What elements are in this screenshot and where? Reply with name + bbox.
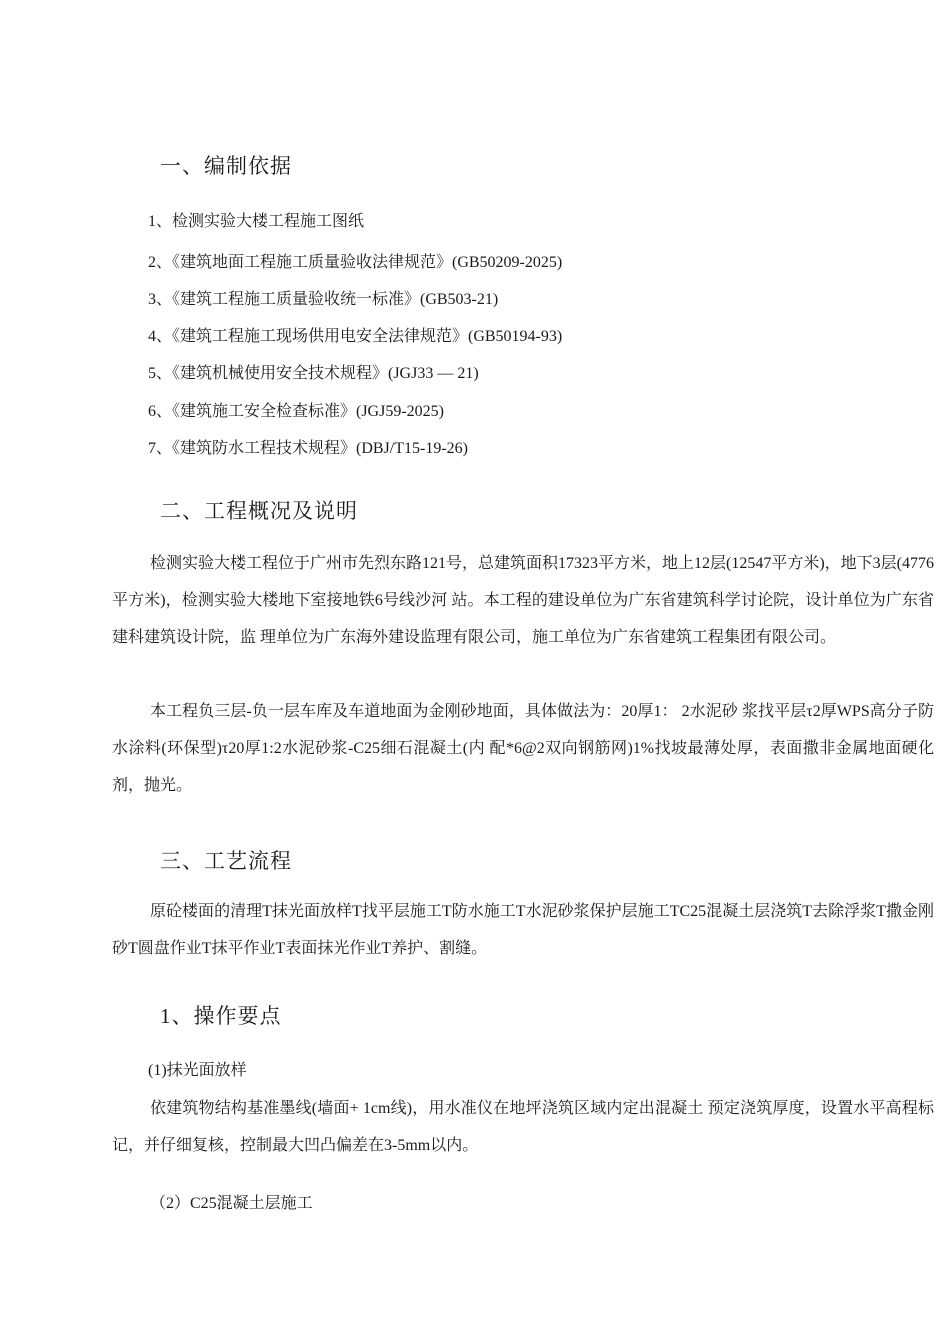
process-paragraph: 原砼楼面的清理T抹光面放样T找平层施工T防水施工T水泥砂浆保护层施工TC25混凝土层浇筑T去除浮浆T撒金刚砂T圆盘作业T抹平作业T表面抹光作业T养护、割缝。 — [112, 903, 934, 957]
section-title-basis: 一、编制依据 — [160, 154, 292, 178]
section-title-process: 三、工艺流程 — [160, 849, 292, 873]
reference-item-5: 5、《建筑机械使用安全技术规程》(JGJ33 — 21) — [148, 365, 479, 382]
section-title-key-points: 1、操作要点 — [160, 1004, 282, 1028]
reference-item-6: 6、《建筑施工安全检查标准》(JGJ59-2025) — [148, 403, 444, 420]
key-point-1-paragraph: 依建筑物结构基准墨线(墙面+ 1cm线)，用水准仪在地坪浇筑区域内定出混凝土 预定浇筑厚度，设置水平高程标记，并仔细复核，控制最大凹凸偏差在3-5mm以内。 — [112, 1100, 934, 1154]
reference-item-7: 7、《建筑防水工程技术规程》(DBJ/T15-19-26) — [148, 440, 468, 457]
overview-paragraph-1: 检测实验大楼工程位于广州市先烈东路121号，总建筑面积17323平方米，地上12层(12547平方米)，地下3层(4776平方米)，检测实验大楼地下室接地铁6号线沙河 站。本工程的建设单位为广东省建筑科学讨论院，设计单位为广东省建科建筑设计院，监 理单位为广东海外建设监理有限公司，施工单位为广东省建筑工程集团有限公司。 — [112, 555, 934, 646]
section-title-overview: 二、工程概况及说明 — [160, 499, 358, 523]
key-point-2-title: （2）C25混凝土层施工 — [150, 1195, 313, 1212]
overview-paragraph-2: 本工程负三层-负一层车库及车道地面为金刚砂地面，具体做法为：20厚1： 2水泥砂 浆找平层τ2厚WPS高分子防水涂料(环保型)τ20厚1:2水泥砂浆-C25细石混凝土(内 配*6@2双向钢筋网)1%找坡最薄处厚，表面撒非金属地面硬化剂，抛光。 — [112, 703, 934, 794]
reference-item-1: 1、检测实验大楼工程施工图纸 — [148, 213, 365, 230]
key-point-1-title: (1)抹光面放样 — [148, 1062, 247, 1079]
reference-item-2: 2、《建筑地面工程施工质量验收法律规范》(GB50209-2025) — [148, 254, 563, 271]
reference-item-3: 3、《建筑工程施工质量验收统一标准》(GB503-21) — [148, 291, 499, 308]
reference-item-4: 4、《建筑工程施工现场供用电安全法律规范》(GB50194-93) — [148, 328, 563, 345]
